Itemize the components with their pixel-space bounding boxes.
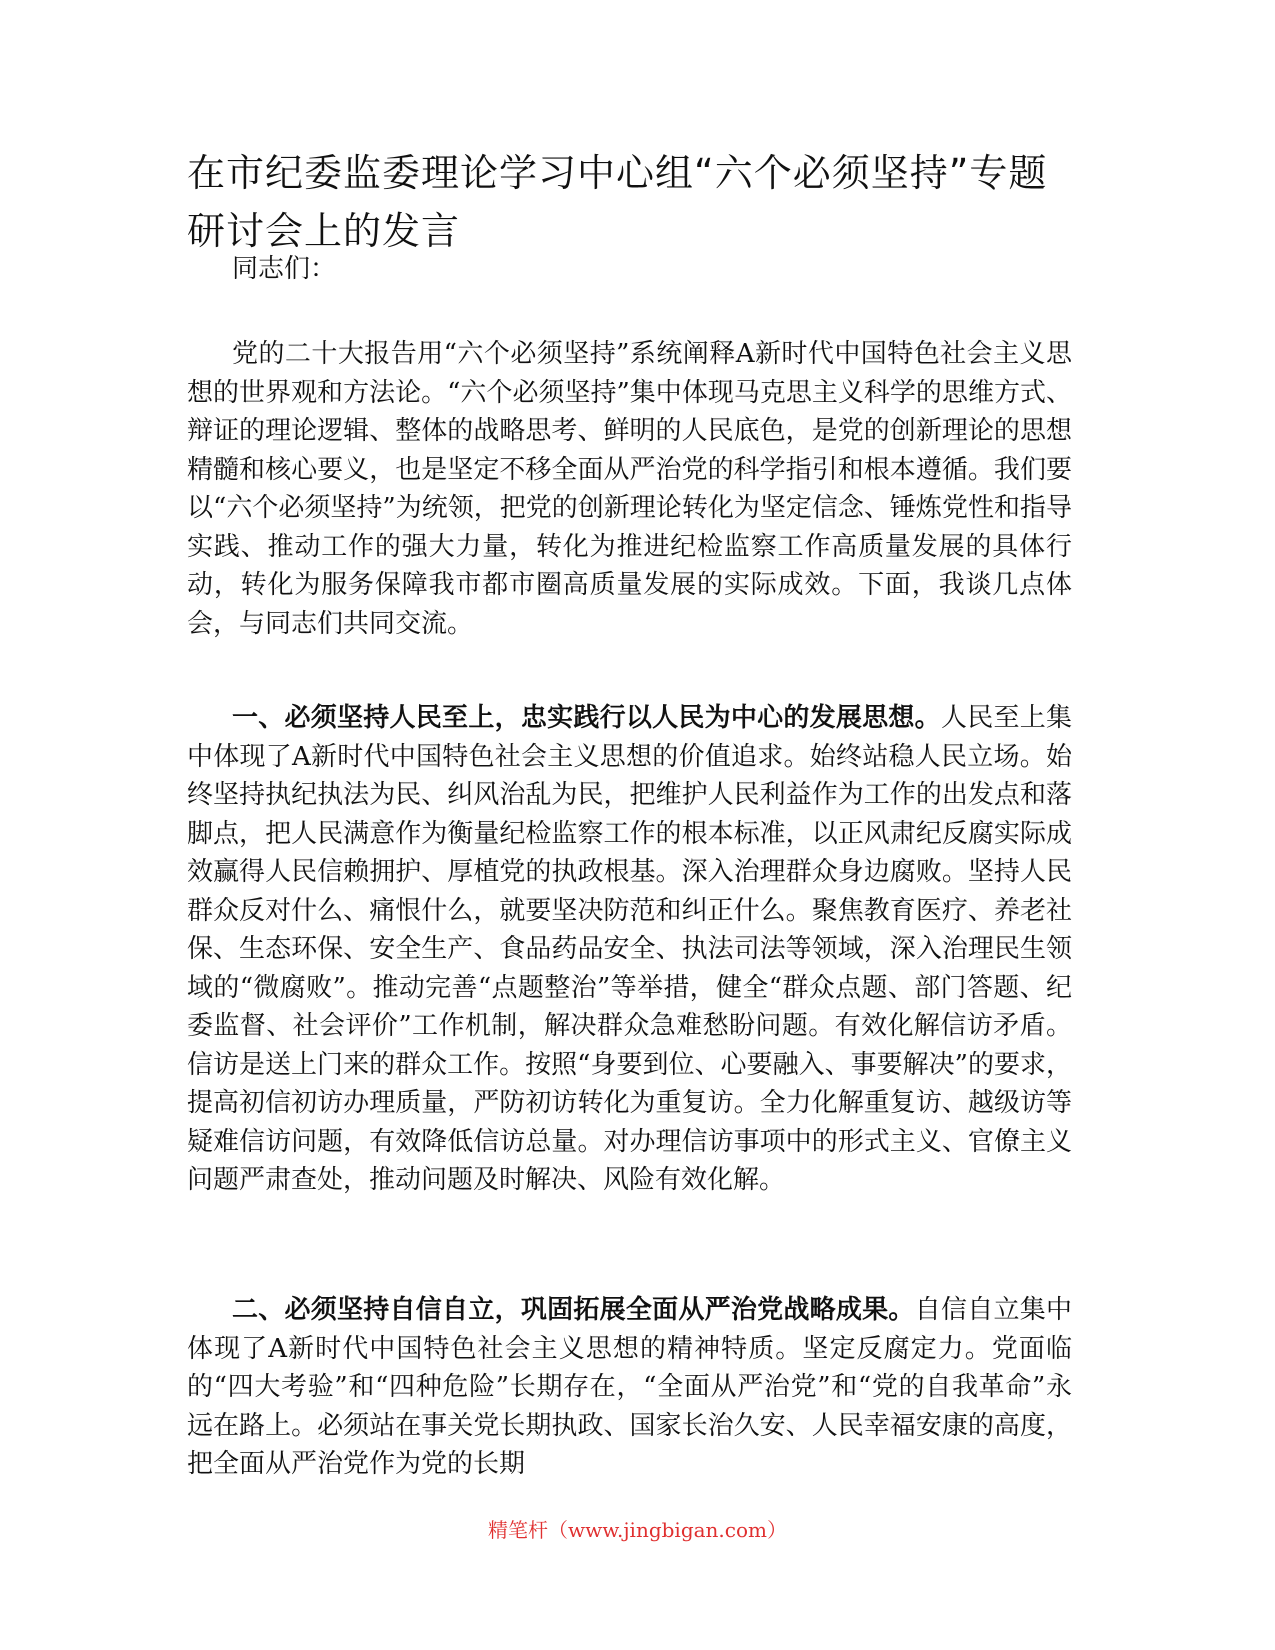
- paragraph-text: 人民至上集中体现了A新时代中国特色社会主义思想的价值追求。始终站稳人民立场。始终坚持执纪执法为民、纠风治乱为民，把维护人民利益作为工作的出发点和落脚点，把人民满意作为衡量纪检监察工作的根本标准，以正风肃纪反腐实际成效赢得人民信赖拥护、厚植党的执政根基。深入治理群众身边腐败。坚持人民群众反对什么、痛恨什么，就要坚决防范和纠正什么。聚焦教育医疗、养老社保、生态环保、安全生产、食品药品安全、执法司法等领域，深入治理民生领域的“微腐败”。推动完善“点题整治”等举措，健全“群众点题、部门答题、纪委监督、社会评价”工作机制，解决群众急难愁盼问题。有效化解信访矛盾。信访是送上门来的群众工作。按照“身要到位、心要融入、事要解决”的要求，提高初信初访办理质量，严防初访转化为重复访。全力化解重复访、越级访等疑难信访问题，有效降低信访总量。对办理信访事项中的形式主义、官僚主义问题严肃查处，推动问题及时解决、风险有效化解。: [187, 703, 1072, 1195]
- paragraph-text: 自信自立集中体现了A新时代中国特色社会主义思想的精神特质。坚定反腐定力。党面临的“四大考验”和“四种危险”长期存在，“全面从严治党”和“党的自我革命”永远在路上。必须站在事关党长期执政、国家长治久安、人民幸福安康的高度，把全面从严治党作为党的长期: [187, 1295, 1072, 1479]
- section-heading: 一、必须坚持人民至上，忠实践行以人民为中心的发展思想。: [232, 703, 941, 733]
- salutation: 同志们：: [232, 254, 337, 284]
- section-heading: 二、必须坚持自信自立，巩固拓展全面从严治党战略成果。: [232, 1295, 915, 1325]
- paragraph-section-one: [187, 699, 1072, 1200]
- paragraph-section-two: [187, 1291, 1072, 1484]
- paragraph-text: 党的二十大报告用“六个必须坚持”系统阐释A新时代中国特色社会主义思想的世界观和方法论。“六个必须坚持”集中体现马克思主义科学的思维方式、辩证的理论逻辑、整体的战略思考、鲜明的人民底色，是党的创新理论的思想精髓和核心要义，也是坚定不移全面从严治党的科学指引和根本遵循。我们要以“六个必须坚持”为统领，把党的创新理论转化为坚定信念、锤炼党性和指导实践、推动工作的强大力量，转化为推进纪检监察工作高质量发展的具体行动，转化为服务保障我市都市圈高质量发展的实际成效。下面，我谈几点体会，与同志们共同交流。: [187, 339, 1072, 639]
- document-title: 在市纪委监委理论学习中心组“六个必须坚持”专题研讨会上的发言: [187, 151, 1048, 253]
- footer-watermark-link[interactable]: 精笔杆（www.jingbigan.com）: [488, 1518, 787, 1542]
- paragraph-intro: [187, 335, 1072, 643]
